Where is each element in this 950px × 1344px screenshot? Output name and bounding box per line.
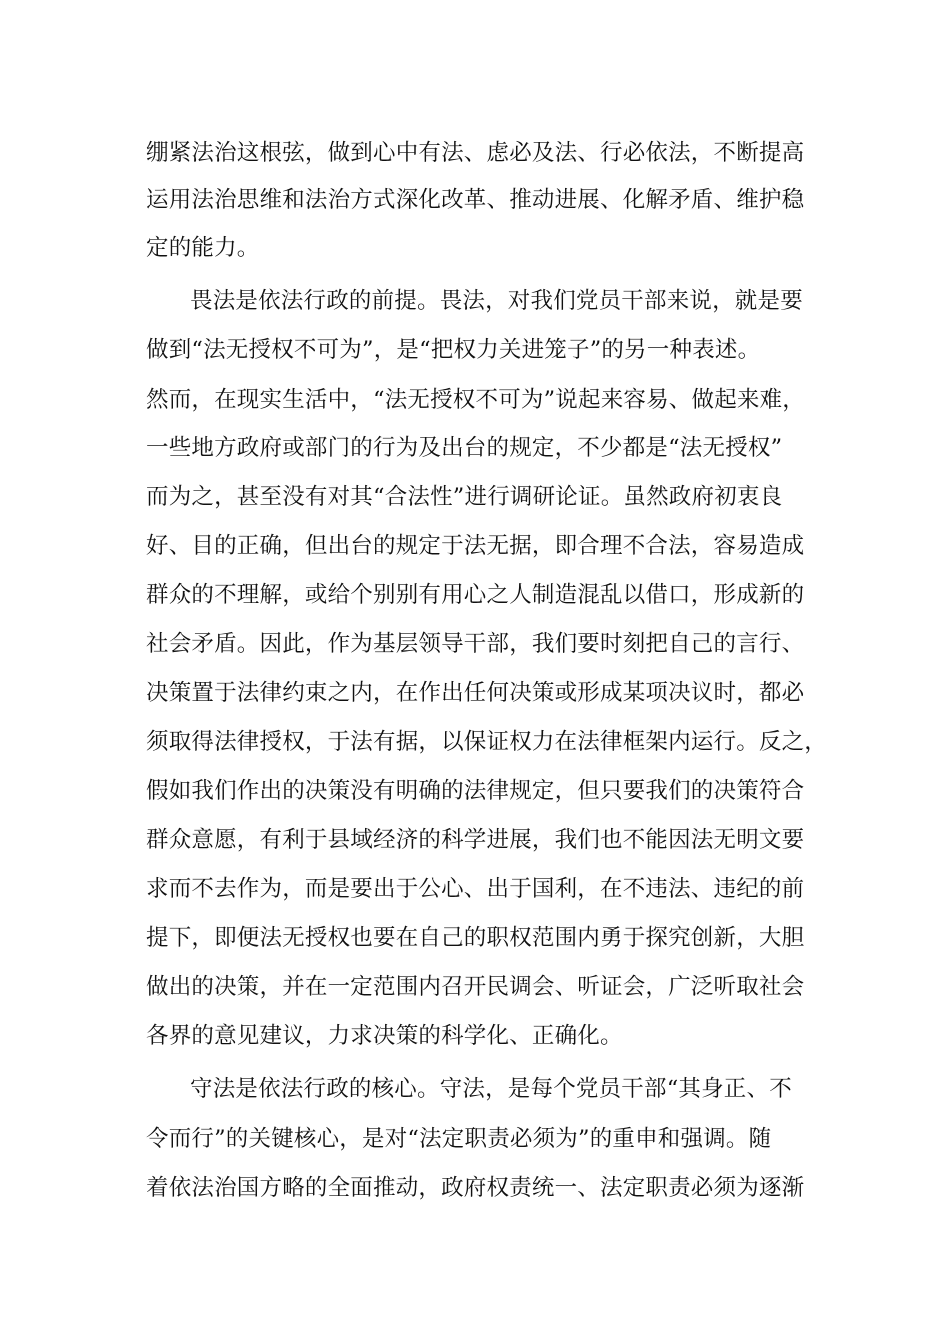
text-line: 决策置于法律约束之内，在作出任何决策或形成某项决议时，都必 (146, 680, 805, 706)
text-line: 令而行”的关键核心，是对“法定职责必须为”的重申和强调。随 (146, 1126, 772, 1152)
text-line: 群众意愿，有利于县域经济的科学进展，我们也不能因法无明文要 (146, 827, 805, 853)
text-line: 然而，在现实生活中，“法无授权不可为”说起来容易、做起来难， (146, 387, 806, 413)
text-line: 须取得法律授权，于法有据，以保证权力在法律框架内运行。反之， (146, 729, 828, 755)
text-line: 群众的不理解，或给个别别有用心之人制造混乱以借口，形成新的 (146, 582, 805, 608)
paragraph-start-line: 畏法是依法行政的前提。畏法，对我们党员干部来说，就是要 (190, 288, 803, 314)
text-line: 做到“法无授权不可为”，是“把权力关进笼子”的另一种表述。 (146, 337, 761, 363)
text-line: 着依法治国方略的全面推动，政府权责统一、法定职责必须为逐渐 (146, 1175, 805, 1201)
text-line: 绷紧法治这根弦，做到心中有法、虑必及法、行必依法，不断提高 (146, 140, 805, 166)
text-line: 社会矛盾。因此，作为基层领导干部，我们要时刻把自己的言行、 (146, 631, 805, 657)
paragraph-start-line: 守法是依法行政的核心。守法，是每个党员干部“其身正、不 (190, 1076, 792, 1102)
text-line: 好、目的正确，但出台的规定于法无据，即合理不合法，容易造成 (146, 533, 805, 559)
text-line: 而为之，甚至没有对其“合法性”进行调研论证。虽然政府初衷良 (146, 484, 783, 510)
text-line: 运用法治思维和法治方式深化改革、推动进展、化解矛盾、维护稳 (146, 187, 805, 213)
text-line: 做出的决策，并在一定范围内召开民调会、听证会，广泛听取社会 (146, 974, 805, 1000)
text-line: 提下，即便法无授权也要在自己的职权范围内勇于探究创新，大胆 (146, 925, 805, 951)
text-line: 各界的意见建议，力求决策的科学化、正确化。 (146, 1023, 623, 1049)
text-line: 一些地方政府或部门的行为及出台的规定，不少都是“法无授权” (146, 435, 783, 461)
text-line: 定的能力。 (146, 235, 260, 261)
text-line: 求而不去作为，而是要出于公心、出于国利，在不违法、违纪的前 (146, 876, 805, 902)
text-line: 假如我们作出的决策没有明确的法律规定，但只要我们的决策符合 (146, 778, 805, 804)
